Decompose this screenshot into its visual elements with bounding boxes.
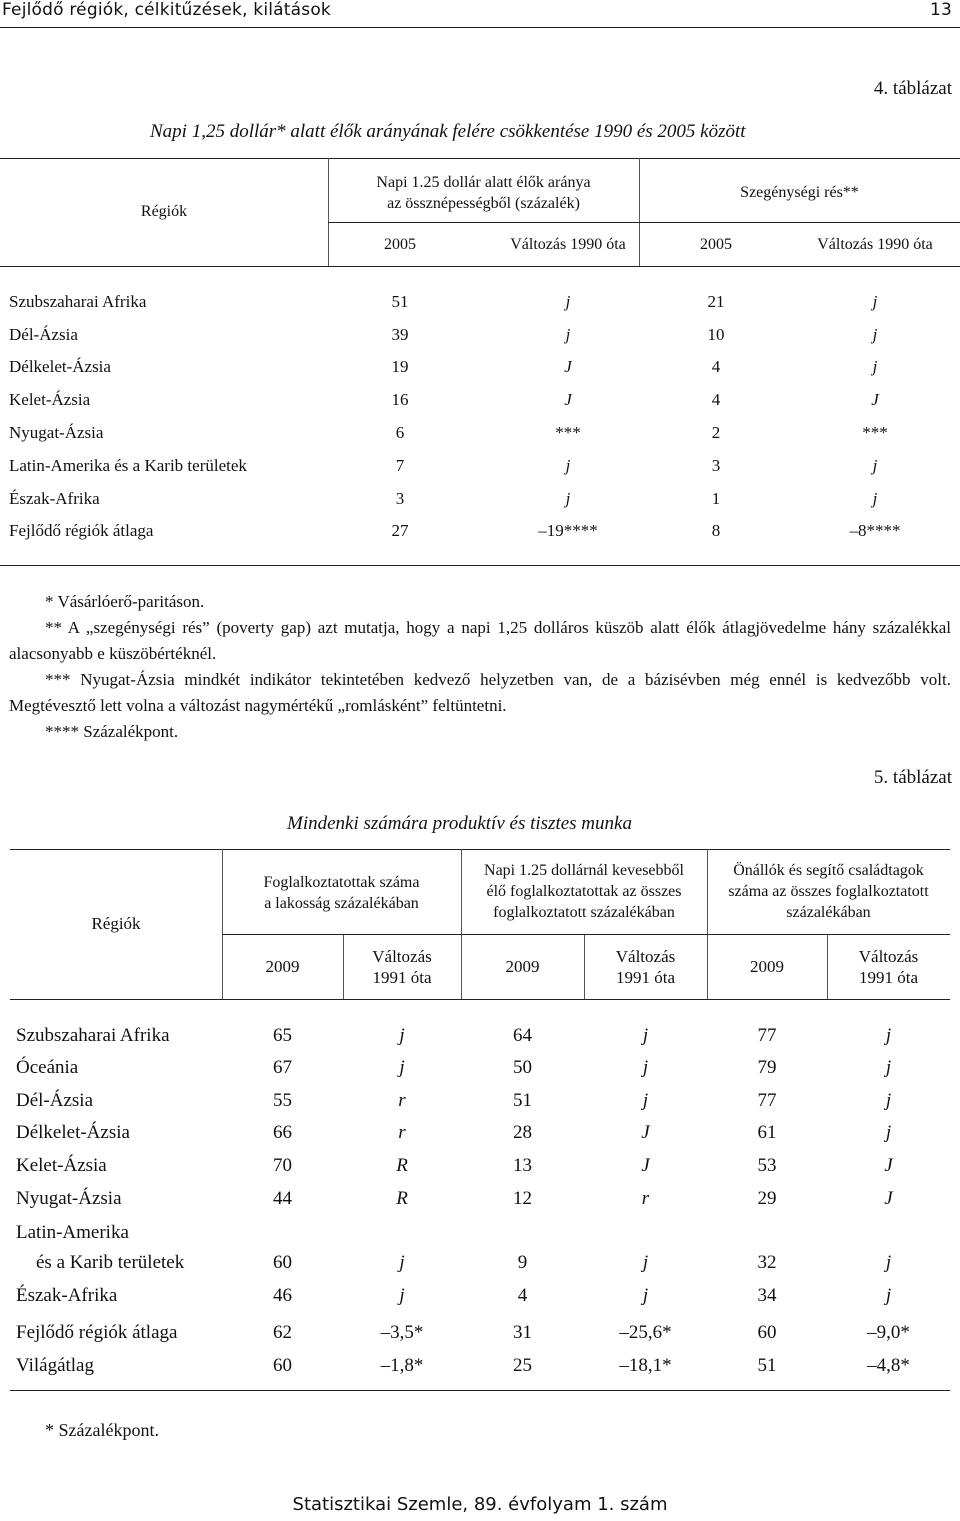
table5-cell-selfemp-change: j — [885, 1090, 892, 1111]
table5-cell-employed-2009: 46 — [273, 1285, 292, 1306]
table4-cell-gap-change: j — [872, 456, 878, 475]
table5-group3-line1: Önállók és segítő családtagok — [733, 862, 924, 879]
table5-cell-poor-2009: 64 — [513, 1025, 532, 1046]
table4-row — [0, 418, 960, 448]
table5-cell-selfemp-2009: 77 — [757, 1090, 777, 1111]
table4-bottom-rule — [0, 565, 960, 566]
table5-group1-line1: Foglalkoztatottak száma — [263, 874, 420, 891]
table5-cell-poor-2009: 51 — [513, 1090, 532, 1111]
table5-cell-employed-change: j — [399, 1057, 405, 1078]
table5-change-3-line2: 1991 óta — [858, 968, 919, 987]
table4-cell-share-2005: 3 — [395, 489, 405, 508]
table5-cell-selfemp-change: j — [885, 1025, 892, 1046]
table5-cell-region: Világátlag — [16, 1355, 94, 1376]
table4-cell-share-change: –19**** — [538, 521, 598, 540]
table4-row — [0, 385, 960, 415]
table5-cell-employed-change: j — [399, 1285, 405, 1306]
table4-cell-gap-2005: 3 — [711, 456, 721, 475]
table4-cell-share-change: J — [564, 357, 572, 376]
table5-cell-region: és a Karib területek — [36, 1252, 185, 1273]
table5-cell-selfemp-2009: 29 — [757, 1188, 777, 1209]
table4-cell-region: Kelet-Ázsia — [9, 390, 91, 409]
table4-cell-region: Latin-Amerika és a Karib területek — [9, 456, 247, 475]
table4-title: Napi 1,25 dollár* alatt élők arányának felére csökkentése 1990 és 2005 között — [150, 121, 746, 142]
table5-top-rule — [10, 849, 950, 850]
table4-header-bottom-rule — [0, 266, 960, 267]
table5-change-2-line1: Változás — [615, 947, 676, 966]
table4-cell-share-change: j — [565, 292, 571, 311]
table5-row — [0, 1248, 960, 1278]
table4-cell-gap-change: *** — [862, 423, 888, 442]
table5-cell-selfemp-2009: 61 — [757, 1122, 777, 1143]
table4-cell-share-2005: 51 — [391, 292, 409, 311]
table5-cell-region: Szubszaharai Afrika — [16, 1025, 170, 1046]
table5-year-2: 2009 — [505, 957, 540, 976]
table5-cell-region: Fejlődő régiók átlaga — [16, 1322, 178, 1343]
table4-row — [0, 352, 960, 382]
table5-change-1 — [343, 946, 461, 988]
table4-cell-share-2005: 16 — [391, 390, 409, 409]
table4-top-rule — [0, 158, 960, 159]
table4-sub-2005-a: 2005 — [384, 236, 416, 253]
table5-year-3: 2009 — [750, 957, 784, 976]
table5-group3-line2: száma az összes foglalkoztatott — [728, 883, 929, 900]
table4-cell-share-2005: 6 — [395, 423, 405, 442]
table5-cell-region: Óceánia — [16, 1057, 79, 1078]
table5-row — [0, 1086, 960, 1116]
table5-cell-selfemp-2009: 32 — [757, 1252, 777, 1273]
table4-cell-gap-change: J — [871, 390, 879, 409]
table5-title: Mindenki számára produktív és tisztes munka — [287, 813, 632, 834]
table5-mid-rule — [222, 934, 950, 935]
table5-row — [0, 1053, 960, 1083]
table5-change-3-line1: Változás — [858, 947, 919, 966]
table4-row — [0, 484, 960, 514]
table5-cell-poor-change: j — [642, 1252, 649, 1273]
table5-cell-poor-change: j — [642, 1057, 649, 1078]
table4-regions-header: Régiók — [140, 203, 188, 220]
table4-row — [0, 516, 960, 546]
table5-change-2-line2: 1991 óta — [615, 968, 676, 987]
table4-cell-gap-2005: 21 — [707, 292, 725, 311]
table5-cell-employed-2009: 60 — [273, 1252, 292, 1273]
table5-cell-employed-change: R — [396, 1155, 408, 1176]
table5-cell-employed-change: r — [398, 1090, 406, 1111]
table5-cell-poor-2009: 9 — [517, 1252, 528, 1273]
table4-cell-gap-2005: 1 — [711, 489, 721, 508]
table4-cell-gap-2005: 4 — [711, 390, 721, 409]
table4-cell-share-2005: 7 — [395, 456, 405, 475]
table5-cell-selfemp-change: J — [884, 1155, 893, 1176]
table5-row — [0, 1351, 960, 1381]
page-number: 13 — [929, 0, 952, 20]
table5-cell-poor-2009: 28 — [513, 1122, 532, 1143]
table5-group3-header — [707, 860, 950, 923]
table4-group1-line2: az össznépességből (százalék) — [387, 195, 580, 212]
table5-row — [0, 1281, 960, 1311]
table4-cell-share-change: *** — [555, 423, 581, 442]
table5-cell-selfemp-2009: 77 — [757, 1025, 777, 1046]
table4-cell-gap-change: j — [872, 357, 878, 376]
table5-cell-selfemp-change: –9,0* — [867, 1322, 910, 1343]
table5-cell-poor-change: –25,6* — [619, 1322, 672, 1343]
table5-group1-header — [222, 872, 461, 914]
table4-cell-share-change: j — [565, 325, 571, 344]
table5-cell-poor-change: J — [641, 1155, 650, 1176]
table5-change-1-line1: Változás — [372, 947, 432, 966]
table5-cell-selfemp-change: J — [884, 1188, 893, 1209]
table5-group3-line3: százalékában — [786, 904, 871, 921]
table4-cell-share-change: J — [564, 390, 572, 409]
table4-group2-header: Szegénységi rés** — [740, 184, 859, 201]
table5-cell-poor-change: r — [641, 1188, 650, 1209]
table5-group1-line2: a lakosság százalékában — [264, 895, 419, 912]
table5-cell-poor-change: J — [641, 1122, 650, 1143]
table5-cell-selfemp-2009: 79 — [757, 1057, 777, 1078]
table5-cell-region: Nyugat-Ázsia — [16, 1188, 122, 1209]
table5-number: 5. táblázat — [873, 767, 952, 788]
table4-cell-gap-2005: 8 — [711, 521, 721, 540]
table5-cell-poor-2009: 12 — [513, 1188, 532, 1209]
table5-cell-selfemp-change: j — [885, 1285, 892, 1306]
table5-row — [0, 1021, 960, 1051]
header-rule — [0, 27, 960, 28]
table5-cell-employed-change: –1,8* — [380, 1355, 424, 1376]
running-header-title: Fejlődő régiók, célkitűzések, kilátások — [2, 0, 331, 20]
table5-bottom-rule — [10, 1390, 950, 1391]
table4-cell-gap-change: –8**** — [849, 521, 901, 540]
table4-row — [0, 287, 960, 317]
table4-sub-2005-b: 2005 — [700, 236, 732, 253]
table5-cell-selfemp-2009: 60 — [757, 1322, 777, 1343]
table5-cell-employed-2009: 65 — [273, 1025, 292, 1046]
table5-year-1: 2009 — [265, 957, 300, 976]
table5-latin-first-line: Latin-Amerika — [16, 1222, 129, 1243]
table5-row — [0, 1318, 960, 1348]
table5-cell-selfemp-change: –4,8* — [867, 1355, 910, 1376]
table4-row — [0, 320, 960, 350]
table5-cell-employed-change: r — [398, 1122, 406, 1143]
table5-change-1-line2: 1991 óta — [372, 968, 432, 987]
table5-cell-poor-2009: 4 — [517, 1285, 528, 1306]
table4-row — [0, 451, 960, 481]
table4-group1-line1: Napi 1.25 dollár alatt élők aránya — [376, 174, 591, 191]
table4-cell-share-2005: 39 — [391, 325, 409, 344]
table4-cell-gap-2005: 10 — [707, 325, 725, 344]
table5-group2-line3: foglalkoztatott százalékában — [493, 904, 675, 921]
table4-cell-share-change: j — [565, 489, 571, 508]
table4-mid-rule — [328, 222, 960, 223]
table5-cell-region: Délkelet-Ázsia — [16, 1122, 130, 1143]
table5-cell-poor-change: j — [642, 1025, 649, 1046]
table5-group2-line2: élő foglalkoztatottak az összes — [486, 883, 682, 900]
table5-change-2 — [584, 946, 707, 988]
table5-cell-employed-change: j — [399, 1025, 405, 1046]
table4-notes — [9, 589, 951, 745]
table5-regions-header: Régiók — [91, 914, 141, 933]
table4-cell-region: Szubszaharai Afrika — [9, 292, 147, 311]
table5-cell-selfemp-change: j — [885, 1252, 892, 1273]
table4-cell-region: Dél-Ázsia — [9, 325, 78, 344]
table5-cell-poor-2009: 50 — [513, 1057, 532, 1078]
table4-cell-gap-change: j — [872, 292, 878, 311]
table5-cell-poor-change: –18,1* — [619, 1355, 672, 1376]
journal-footer: Statisztikai Szemle, 89. évfolyam 1. szám — [292, 1494, 668, 1515]
table4-cell-share-2005: 19 — [391, 357, 409, 376]
table4-cell-share-change: j — [565, 456, 571, 475]
table5-row — [0, 1118, 960, 1148]
table5-cell-poor-change: j — [642, 1090, 649, 1111]
table5-row — [0, 1184, 960, 1214]
table4-cell-region: Délkelet-Ázsia — [9, 357, 111, 376]
table5-note: * Százalékpont. — [45, 1420, 159, 1440]
table4-cell-gap-change: j — [872, 489, 878, 508]
table5-cell-region: Észak-Afrika — [16, 1285, 118, 1306]
table4-sub-change-b: Változás 1990 óta — [817, 236, 933, 253]
table4-sub-change-a: Változás 1990 óta — [510, 236, 626, 253]
table5-cell-selfemp-change: j — [885, 1122, 892, 1143]
table5-cell-selfemp-2009: 34 — [757, 1285, 777, 1306]
table5-cell-employed-2009: 66 — [273, 1122, 292, 1143]
table4-cell-region: Nyugat-Ázsia — [9, 423, 104, 442]
table5-cell-employed-2009: 55 — [273, 1090, 292, 1111]
table5-change-3 — [827, 946, 950, 988]
table5-cell-poor-2009: 13 — [513, 1155, 532, 1176]
table5-cell-employed-2009: 67 — [273, 1057, 292, 1078]
table5-cell-poor-2009: 31 — [513, 1322, 532, 1343]
table5-cell-region: Dél-Ázsia — [16, 1090, 94, 1111]
table5-cell-employed-2009: 44 — [273, 1188, 292, 1209]
table4-group1-header — [328, 172, 639, 214]
table5-row — [0, 1151, 960, 1181]
table5-cell-employed-2009: 60 — [273, 1355, 292, 1376]
table4-cell-region: Fejlődő régiók átlaga — [9, 521, 154, 540]
table5-cell-poor-2009: 25 — [513, 1355, 532, 1376]
table4-note-2: ** A „szegénységi rés” (poverty gap) azt mutatja, hogy a napi 1,25 dolláros küszöb alatt élők átlagjövedelme hány százalékkal alacsonyabb e küszöbértéknél. — [9, 618, 951, 663]
table5-cell-selfemp-2009: 51 — [757, 1355, 777, 1376]
table4-cell-gap-change: j — [872, 325, 878, 344]
table4-cell-share-2005: 27 — [391, 521, 409, 540]
table5-group2-header — [461, 860, 707, 923]
table5-cell-selfemp-2009: 53 — [757, 1155, 777, 1176]
table5-cell-selfemp-change: j — [885, 1057, 892, 1078]
table4-cell-gap-2005: 4 — [711, 357, 721, 376]
table5-cell-employed-change: R — [396, 1188, 408, 1209]
table5-group2-line1: Napi 1.25 dollárnál kevesebből — [484, 862, 684, 879]
table5-cell-region: Kelet-Ázsia — [16, 1155, 107, 1176]
table4-note-4: **** Százalékpont. — [45, 722, 179, 741]
table5-header-bottom-rule — [10, 999, 950, 1000]
table5-cell-employed-2009: 70 — [273, 1155, 292, 1176]
table4-note-1: * Vásárlóerő-paritáson. — [45, 592, 205, 611]
table4-note-3: *** Nyugat-Ázsia mindkét indikátor tekintetében kedvező helyzetben van, de a bázisévben még ennél is kedvezőbb volt. Megtévesztő lett volna a változást nagymértékű „romlásként” feltüntetni. — [9, 670, 951, 715]
table5-cell-poor-change: j — [642, 1285, 649, 1306]
table4-number: 4. táblázat — [873, 78, 952, 99]
table4-cell-gap-2005: 2 — [711, 423, 721, 442]
table5-cell-employed-change: –3,5* — [380, 1322, 424, 1343]
table5-cell-employed-2009: 62 — [273, 1322, 292, 1343]
table5-cell-employed-change: j — [399, 1252, 405, 1273]
table4-cell-region: Észak-Afrika — [9, 489, 100, 508]
